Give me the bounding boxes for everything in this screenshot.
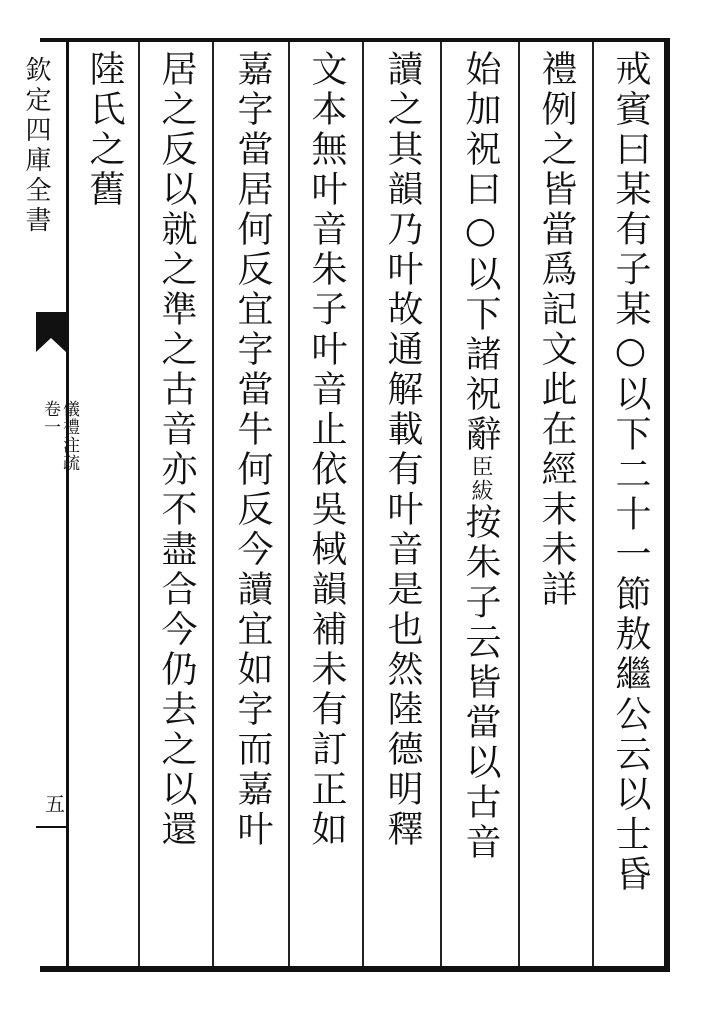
margin-chapter-title bbox=[38, 400, 78, 560]
text-segment: 戒賓曰某有子某○以下二十一節敖繼公云以士昏 bbox=[610, 50, 651, 895]
text-column bbox=[296, 50, 356, 962]
margin-chapter-line: 卷一 bbox=[40, 400, 60, 436]
margin-chapter-line: 儀禮注疏 bbox=[59, 400, 79, 472]
text-segment: 按朱子云皆當以古音 bbox=[460, 503, 501, 863]
column-divider bbox=[138, 42, 140, 966]
text-column bbox=[450, 50, 510, 962]
official-note: 臣紱 bbox=[468, 455, 493, 503]
margin-book-title: 欽定四庫全書 bbox=[21, 56, 51, 236]
column-divider bbox=[440, 42, 442, 966]
frame-bottom-border bbox=[40, 966, 670, 972]
text-segment: 禮例之皆當爲記文此在經末未詳 bbox=[536, 50, 577, 610]
page-number: 五 bbox=[45, 792, 65, 816]
frame-right-border bbox=[664, 38, 670, 972]
text-column bbox=[222, 50, 282, 962]
text-segment: 讀之其韻乃叶故通解載有叶音是也然陸德明釋 bbox=[382, 50, 423, 850]
frame-top-border bbox=[40, 38, 670, 42]
text-segment: 嘉字當居何反宜字當牛何反今讀宜如字而嘉叶 bbox=[232, 50, 273, 850]
text-segment: 始加祝曰○以下諸祝辭 bbox=[460, 50, 501, 455]
column-divider bbox=[288, 42, 290, 966]
text-column bbox=[74, 50, 134, 962]
column-divider bbox=[592, 42, 594, 966]
text-segment: 居之反以就之準之古音亦不盡合今仍去之以還 bbox=[156, 50, 197, 850]
column-divider bbox=[212, 42, 214, 966]
text-segment: 文本無叶音朱子叶音止依吳棫韻補未有訂正如 bbox=[306, 50, 347, 850]
text-column bbox=[372, 50, 432, 962]
margin-tick-line bbox=[36, 826, 66, 828]
column-divider bbox=[518, 42, 520, 966]
text-column bbox=[526, 50, 586, 962]
column-divider bbox=[362, 42, 364, 966]
fishtail-mark bbox=[36, 312, 66, 352]
text-column bbox=[600, 50, 660, 962]
text-segment: 陸氏之舊 bbox=[84, 50, 125, 210]
text-column bbox=[146, 50, 206, 962]
